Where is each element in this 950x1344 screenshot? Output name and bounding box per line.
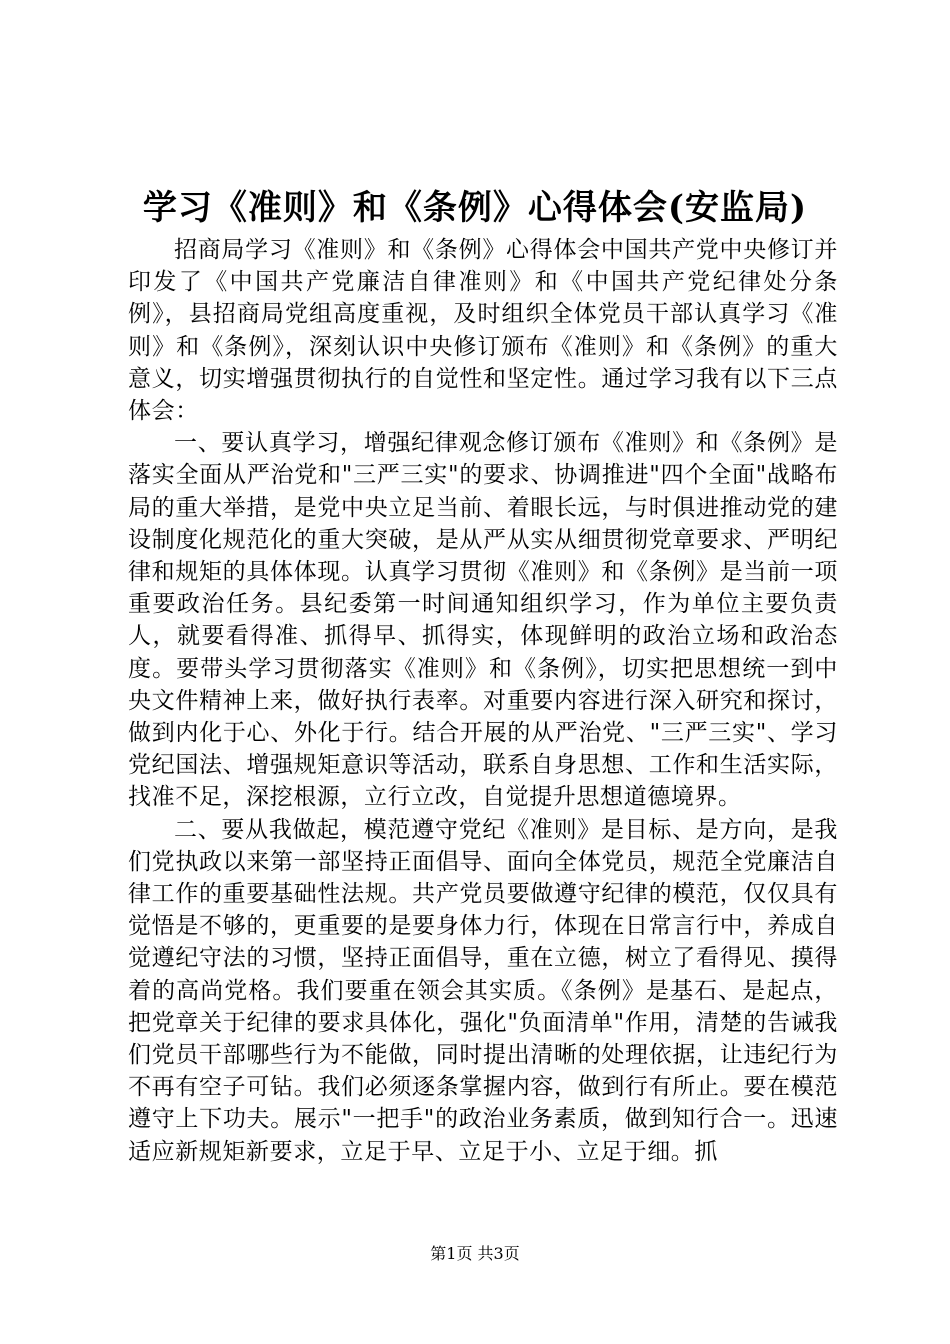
document-body	[128, 234, 838, 1168]
paragraph-intro: 招商局学习《准则》和《条例》心得体会中国共产党中央修订并印发了《中国共产党廉洁自律准则》和《中国共产党纪律处分条例》，县招商局党组高度重视，及时组织全体党员干部认真学习《准则》和《条例》，深刻认识中央修订颁布《准则》和《条例》的重大意义，切实增强贯彻执行的自觉性和坚定性。通过学习我有以下三点体会：	[128, 237, 838, 425]
document-title: 学习《准则》和《条例》心得体会(安监局)	[142, 188, 808, 228]
paragraph-section-one: 一、要认真学习，增强纪律观念修订颁布《准则》和《条例》是落实全面从严治党和"三严三实"的要求、协调推进"四个全面"战略布局的重大举措，是党中央立足当前、着眼长远，与时俱进推动党的建设制度化规范化的重大突破，是从严从实从细贯彻党章要求、严明纪律和规矩的具体体现。认真学习贯彻《准则》和《条例》是当前一项重要政治任务。县纪委第一时间通知组织学习，作为单位主要负责人，就要看得准、抓得早、抓得实，体现鲜明的政治立场和政治态度。要带头学习贯彻落实《准则》和《条例》，切实把思想统一到中央文件精神上来，做好执行表率。对重要内容进行深入研究和探讨，做到内化于心、外化于行。结合开展的从严治党、"三严三实"、学习党纪国法、增强规矩意识等活动，联系自身思想、工作和生活实际，找准不足，深挖根源，立行立改，自觉提升思想道德境界。	[128, 430, 838, 811]
paragraph-section-two: 二、要从我做起，模范遵守党纪《准则》是目标、是方向，是我们党执政以来第一部坚持正面倡导、面向全体党员，规范全党廉洁自律工作的重要基础性法规。共产党员要做遵守纪律的模范，仅仅具有觉悟是不够的，更重要的是要身体力行，体现在日常言行中，养成自觉遵纪守法的习惯，坚持正面倡导，重在立德，树立了看得见、摸得着的高尚党格。我们要重在领会其实质。《条例》是基石、是起点，把党章关于纪律的要求具体化，强化"负面清单"作用，清楚的告诫我们党员干部哪些行为不能做，同时提出清晰的处理依据，让违纪行为不再有空子可钻。我们必须逐条掌握内容，做到行有所止。要在模范遵守上下功夫。展示"一把手"的政治业务素质，做到知行合一。迅速适应新规矩新要求，立足于早、立足于小、立足于细。抓	[128, 816, 838, 1165]
page-number-footer: 第1页 共3页	[430, 1244, 520, 1263]
